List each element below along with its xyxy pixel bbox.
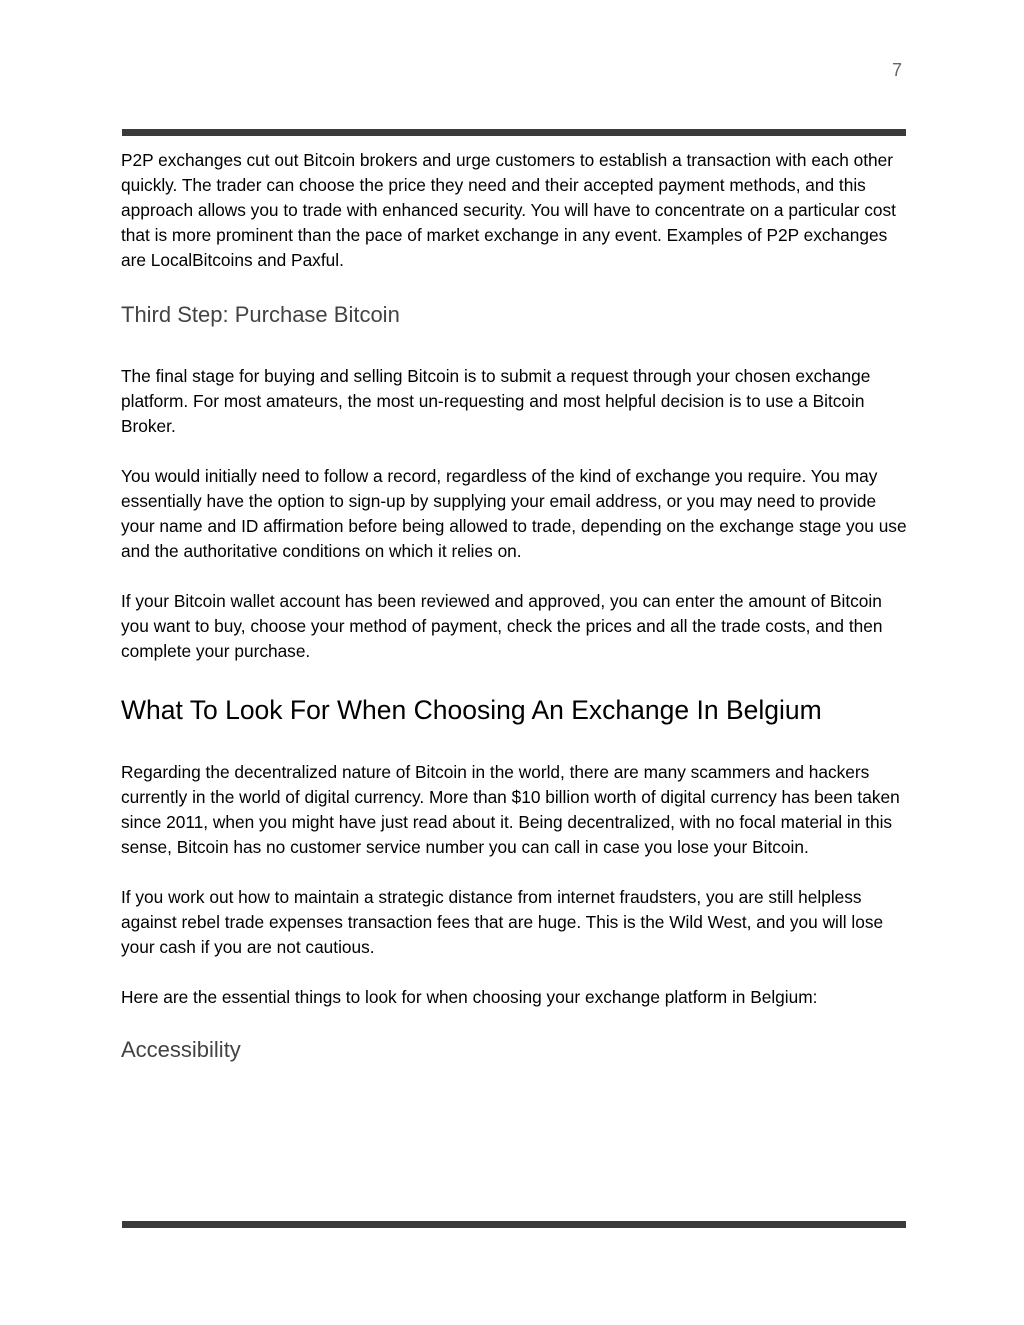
paragraph-decentralized-nature: Regarding the decentralized nature of Bitcoin in the world, there are many scammers and hackers currently in the world of digital currency. More than $10 billion worth of digital currency has been taken since 2011, when you might have just read about it. Being decentralized, with no focal material in this sense, Bitcoin has no customer service number you can call in case you lose your Bitcoin. bbox=[121, 762, 900, 857]
bottom-divider bbox=[122, 1221, 906, 1228]
paragraph-essential-things: Here are the essential things to look for when choosing your exchange platform in Belgium: bbox=[121, 987, 818, 1007]
heading-accessibility: Accessibility bbox=[121, 1037, 241, 1062]
paragraph-internet-fraudsters: If you work out how to maintain a strategic distance from internet fraudsters, you are still helpless against rebel trade expenses transaction fees that are huge. This is the Wild West, and you will lose your cash if you are not cautious. bbox=[121, 887, 884, 957]
top-divider bbox=[122, 129, 906, 136]
paragraph-wallet-approved: If your Bitcoin wallet account has been reviewed and approved, you can enter the amount of Bitcoin you want to buy, choose your method of payment, check the prices and all the trade costs, and then complete your purchase. bbox=[121, 591, 883, 661]
paragraph-p2p-exchanges: P2P exchanges cut out Bitcoin brokers and urge customers to establish a transaction with each other quickly. The trader can choose the price they need and their accepted payment methods, and this approach allows you to trade with enhanced security. You will have to concentrate on a particular cost that is more prominent than the pace of market exchange in any event. Examples of P2P exchanges are LocalBitcoins and Paxful. bbox=[121, 150, 896, 270]
heading-third-step: Third Step: Purchase Bitcoin bbox=[121, 302, 400, 327]
paragraph-follow-record: You would initially need to follow a record, regardless of the kind of exchange you require. You may essentially have the option to sign-up by supplying your email address, or you may need to provide your name and ID affirmation before being allowed to trade, depending on the exchange stage you use and the authoritative conditions on which it relies on. bbox=[121, 466, 907, 561]
page-number: 7 bbox=[891, 60, 902, 80]
heading-what-to-look-for: What To Look For When Choosing An Exchange In Belgium bbox=[121, 695, 822, 725]
paragraph-final-stage: The final stage for buying and selling Bitcoin is to submit a request through your chosen exchange platform. For most amateurs, the most un-requesting and most helpful decision is to use a Bitcoin Broker. bbox=[121, 366, 871, 436]
document-body bbox=[121, 148, 911, 1064]
